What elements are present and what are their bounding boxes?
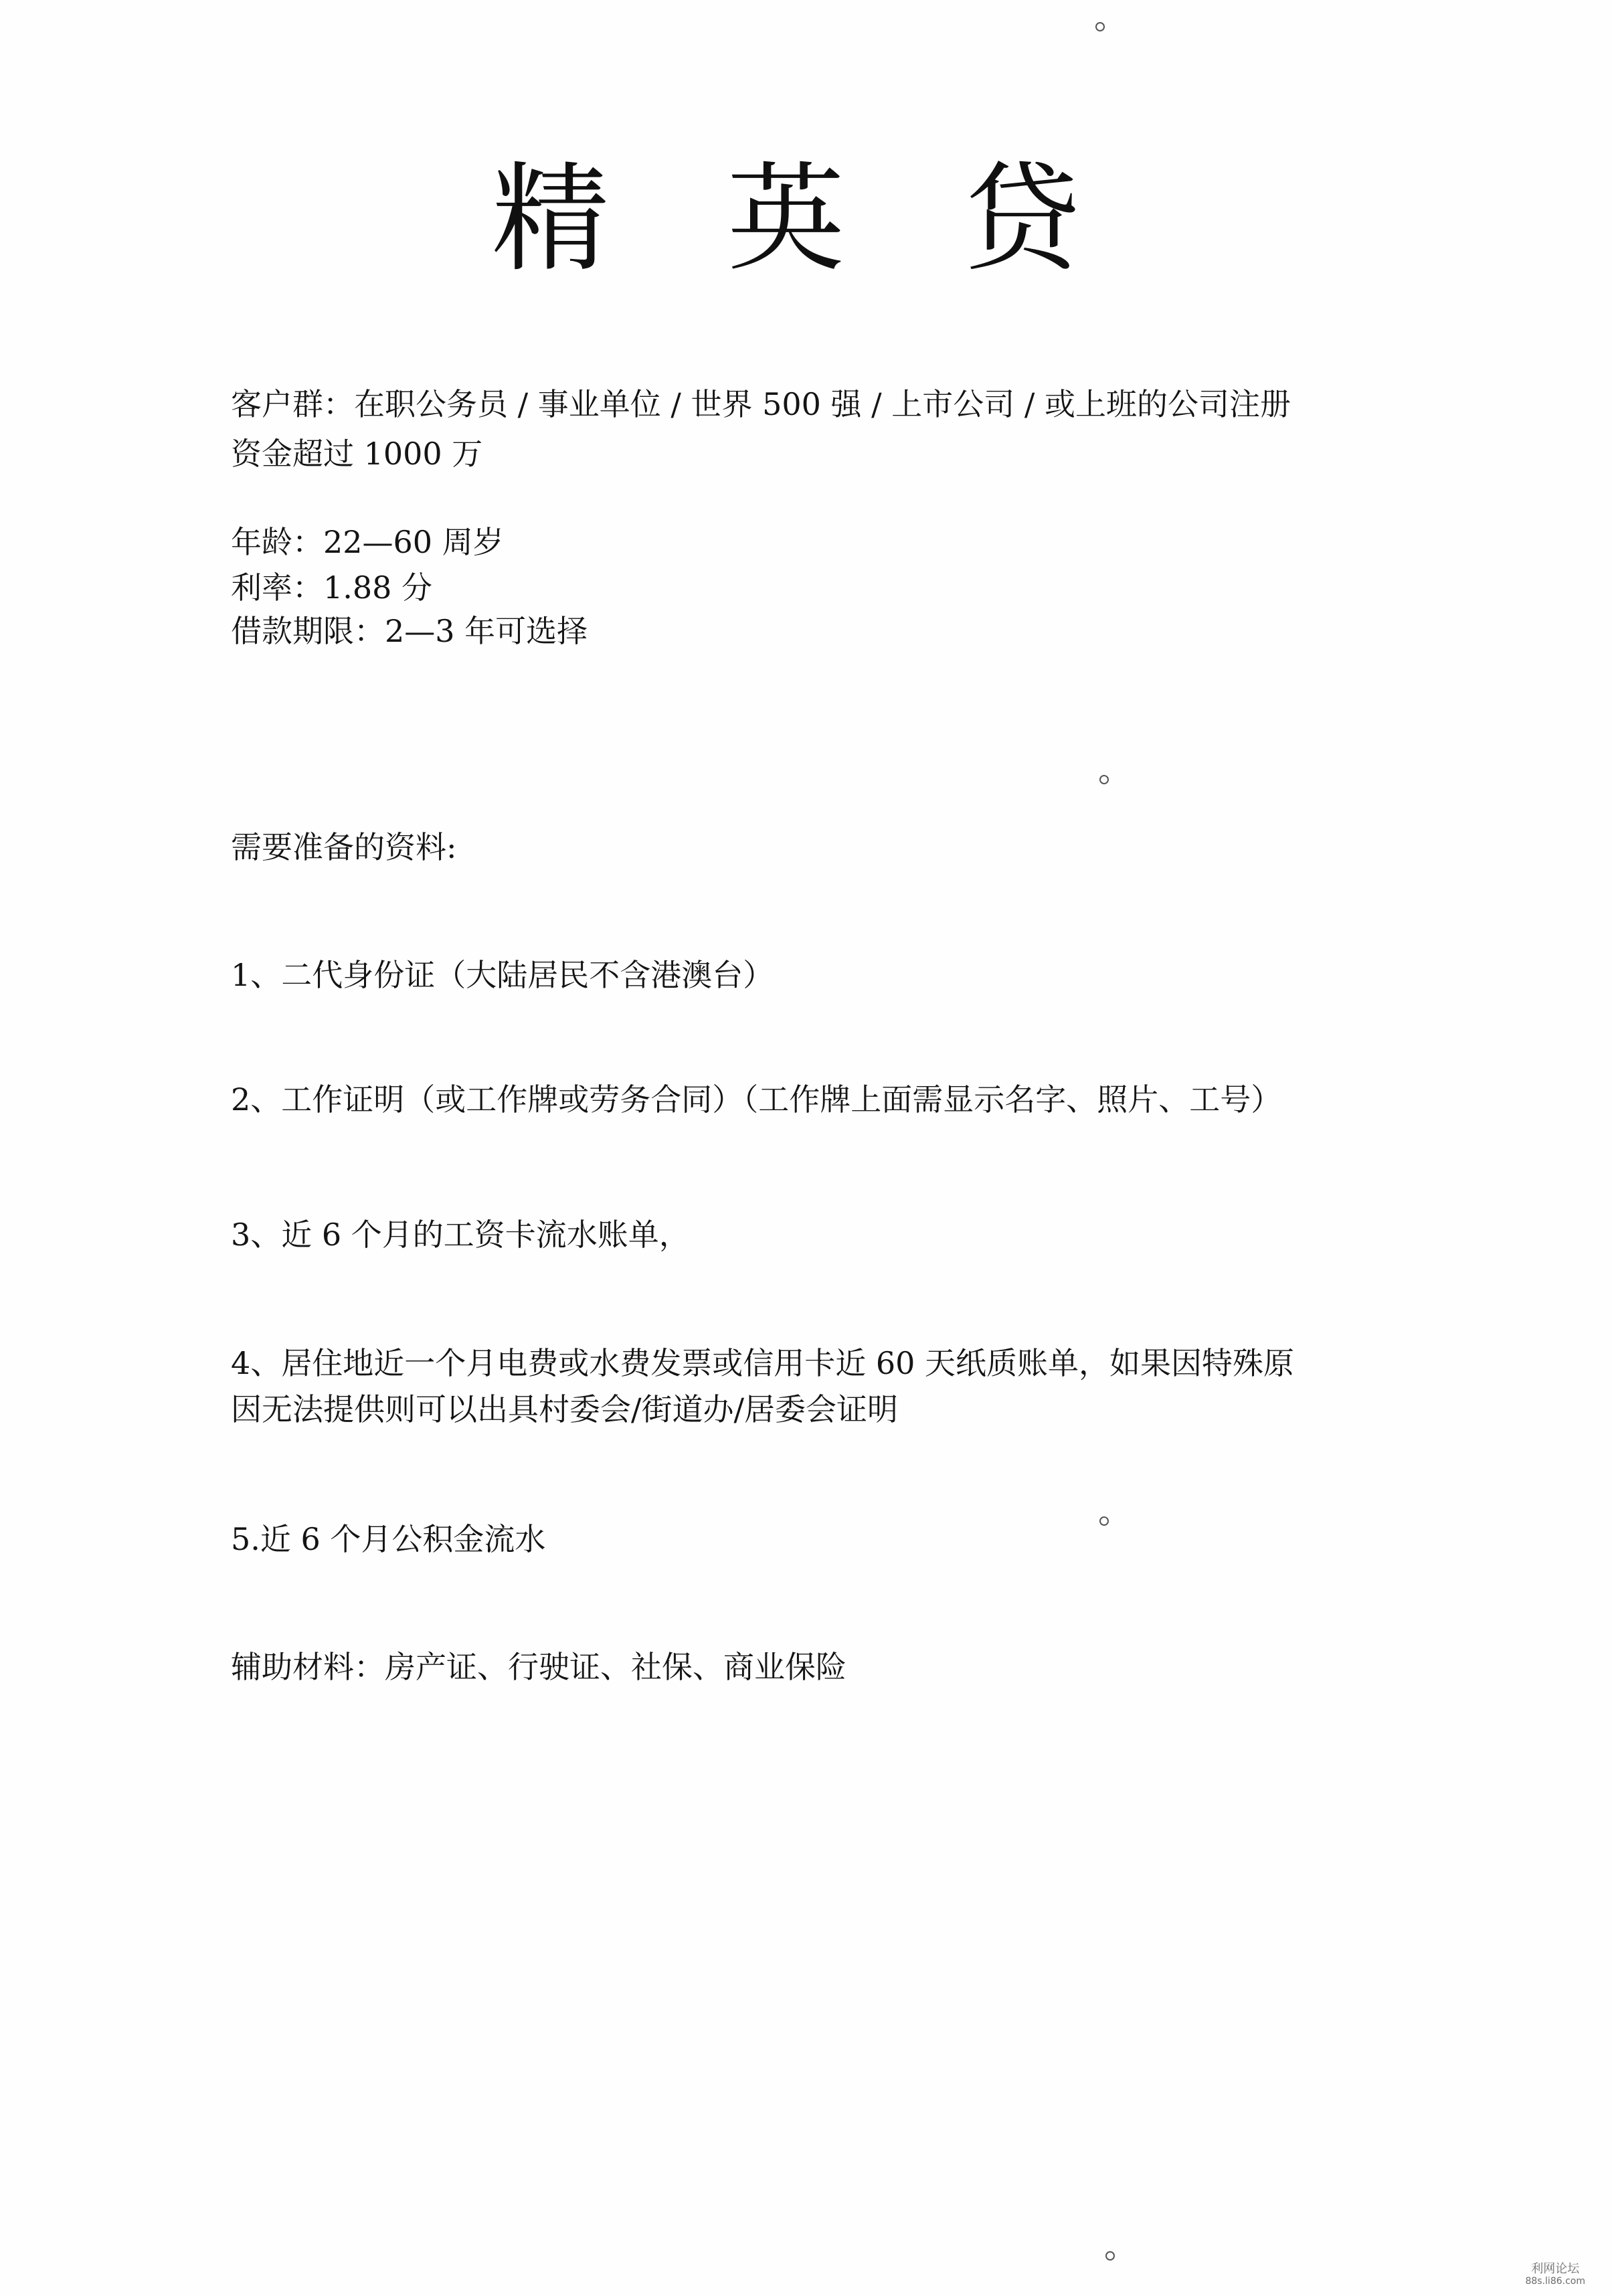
material-item-1: 1、二代身份证（大陆居民不含港澳台） [231,957,774,993]
watermark-url: 88s.li86.com [1525,2276,1585,2287]
material-item-4-line-2: 因无法提供则可以出具村委会/街道办/居委会证明 [231,1391,898,1427]
interest-rate: 利率：1.88 分 [231,569,433,606]
material-item-2: 2、工作证明（或工作牌或劳务合同）（工作牌上面需显示名字、照片、工号） [231,1081,1282,1118]
materials-heading: 需要准备的资料: [231,829,457,865]
age-range: 年龄：22—60 周岁 [231,524,504,560]
watermark-name: 利网论坛 [1531,2262,1580,2276]
material-item-4-line-1: 4、居住地近一个月电费或水费发票或信用卡近 60 天纸质账单，如果因特殊原 [231,1345,1295,1381]
auxiliary-materials: 辅助材料：房产证、行驶证、社保、商业保险 [231,1649,846,1685]
forum-watermark [1525,2263,1585,2287]
punch-hole-mark [1095,22,1105,31]
punch-hole-mark [1099,1516,1109,1526]
punch-hole-mark [1099,775,1109,784]
material-item-3: 3、近 6 个月的工资卡流水账单， [231,1217,690,1253]
material-item-5: 5.近 6 个月公积金流水 [231,1521,546,1557]
customer-group-line-2: 资金超过 1000 万 [231,436,483,472]
document-title: 精 英 贷 [491,151,1121,288]
punch-hole-mark [1105,2251,1115,2261]
loan-term: 借款期限：2—3 年可选择 [231,613,588,649]
customer-group-line-1: 客户群：在职公务员 / 事业单位 / 世界 500 强 / 上市公司 / 或上班的公司注册 [231,386,1291,422]
